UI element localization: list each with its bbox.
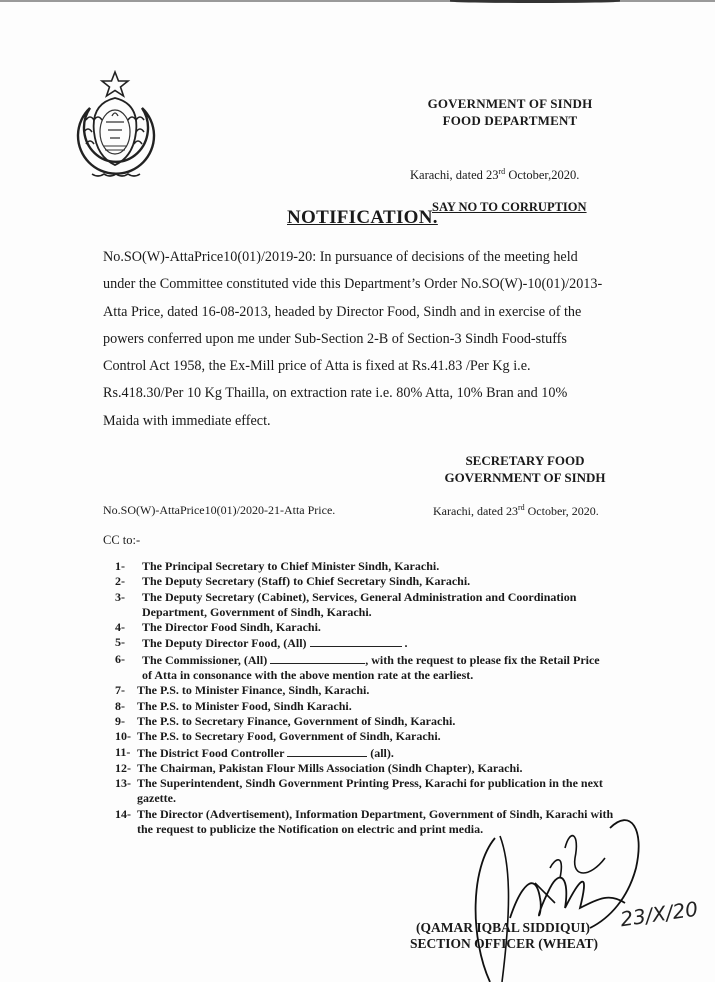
cc-item: [115, 635, 695, 651]
cc-item: [115, 683, 695, 698]
cc-item: [115, 745, 695, 761]
body-line: Maida with immediate effect.: [103, 412, 271, 429]
signatory-line: GOVERNMENT OF SINDH: [444, 470, 606, 485]
body-line: Rs.418.30/Per 10 Kg Thailla, on extraction rate i.e. 80% Atta, 10% Bran and 10%: [103, 385, 568, 402]
blank-line: [287, 745, 367, 757]
notification-body: [103, 244, 643, 435]
officer-designation: SECTION OFFICER (WHEAT): [410, 936, 599, 951]
cc-number: 8-: [115, 698, 125, 713]
section-officer-block: [410, 920, 598, 952]
notification-title: NOTIFICATION.: [287, 207, 438, 228]
blank-line: [270, 652, 365, 664]
cc-item: [115, 714, 695, 729]
date-text: October,2020.: [505, 168, 580, 183]
cc-text: The P.S. to Minister Finance, Sindh, Karachi.: [137, 683, 370, 698]
endorsement-date: [433, 503, 599, 519]
signatory-line: SECRETARY FOOD: [465, 453, 585, 468]
cc-text: The Principal Secretary to Chief Minister Sindh, Karachi.: [142, 559, 440, 573]
cc-text: [142, 590, 695, 621]
cc-text: [137, 776, 695, 807]
date-text: Karachi, dated 23: [433, 504, 518, 518]
cc-number: 11-: [115, 744, 131, 759]
scan-shadow: [450, 0, 620, 3]
cc-text-line: The Deputy Director Food, (All): [142, 636, 307, 651]
cc-item: [115, 807, 695, 838]
cc-number: 2-: [115, 574, 125, 589]
cc-text: The Deputy Secretary (Staff) to Chief Secretary Sindh, Karachi.: [142, 574, 471, 589]
body-line: Control Act 1958, the Ex-Mill price of Atta is fixed at Rs.41.83 /Per Kg i.e.: [103, 358, 531, 375]
header-date: [410, 167, 579, 183]
cc-text-line: The Director (Advertisement), Information Department, Government of Sindh, Karachi with: [137, 806, 614, 821]
cc-number: 10-: [115, 729, 131, 744]
cc-text-continued: the request to publicize the Notification on electric and print media.: [137, 822, 484, 837]
date-ordinal: rd: [498, 167, 506, 176]
cc-text-continued: of Atta in consonance with the above mention rate at the earliest.: [142, 668, 474, 683]
department-header: [410, 95, 610, 129]
date-text: October, 2020.: [524, 504, 599, 518]
cc-text-continued: gazette.: [137, 791, 176, 806]
cc-item: [115, 620, 695, 635]
body-line: No.SO(W)-AttaPrice10(01)/2019-20: In pursuance of decisions of the meeting held: [103, 249, 578, 265]
body-line: under the Committee constituted vide this Department’s Order No.SO(W)-10(01)/2013-: [103, 276, 603, 293]
cc-text: The P.S. to Minister Food, Sindh Karachi.: [137, 698, 352, 713]
cc-text: [142, 635, 695, 651]
body-line: powers conferred upon me under Sub-Section 2-B of Section-3 Sindh Food-stuffs: [103, 330, 567, 347]
date-ordinal: rd: [517, 503, 525, 512]
slogan: SAY NO TO CORRUPTION: [432, 200, 587, 214]
cc-item: [115, 590, 695, 621]
signatory-block: [425, 452, 625, 486]
cc-number: 9-: [115, 713, 125, 728]
cc-number: 6-: [115, 651, 125, 666]
date-text: Karachi, dated 23: [410, 168, 499, 183]
header-line: GOVERNMENT OF SINDH: [427, 96, 593, 111]
cc-text: [137, 807, 695, 838]
cc-number: 5-: [115, 635, 125, 650]
cc-item: [115, 729, 695, 744]
sindh-emblem-icon: [70, 70, 160, 195]
cc-text: The P.S. to Secretary Food, Government of Sindh, Karachi.: [137, 729, 441, 744]
cc-item: [115, 776, 695, 807]
cc-list: [115, 559, 695, 837]
cc-item: [115, 761, 695, 776]
cc-text: The P.S. to Secretary Finance, Government of Sindh, Karachi.: [137, 713, 456, 728]
cc-text-after: .: [401, 636, 408, 651]
cc-number: 13-: [115, 776, 131, 791]
cc-text-continued: Department, Government of Sindh, Karachi.: [142, 604, 372, 619]
cc-item: [115, 574, 695, 589]
cc-number: 7-: [115, 683, 125, 698]
endorsement-reference: No.SO(W)-AttaPrice10(01)/2020-21-Atta Price.: [103, 503, 336, 517]
body-line: Atta Price, dated 16-08-2013, headed by Director Food, Sindh and in exercise of the: [103, 303, 582, 320]
cc-text-after: , with the request to please fix the Retail Price: [365, 652, 600, 667]
cc-item: [115, 559, 695, 574]
cc-text: The Chairman, Pakistan Flour Mills Association (Sindh Chapter), Karachi.: [137, 760, 523, 775]
cc-number: 14-: [115, 806, 131, 821]
cc-text: The Director Food Sindh, Karachi.: [142, 620, 321, 635]
cc-text-after: (all).: [367, 745, 394, 760]
cc-text-line: The Commissioner, (All): [142, 652, 268, 667]
header-line: FOOD DEPARTMENT: [442, 113, 578, 128]
officer-name: (QAMAR IQBAL SIDDIQUI): [416, 920, 591, 935]
cc-item: [115, 699, 695, 714]
cc-text: [142, 652, 695, 684]
handwritten-date: 23/X/20: [618, 896, 700, 932]
cc-number: 4-: [115, 620, 125, 635]
cc-text-line: The District Food Controller: [137, 745, 285, 760]
cc-text-line: The Superintendent, Sindh Government Printing Press, Karachi for publication in the next: [137, 776, 603, 791]
cc-label: CC to:-: [103, 533, 141, 547]
cc-text: [137, 745, 695, 761]
blank-line: [310, 635, 402, 647]
cc-number: 1-: [115, 559, 125, 573]
cc-text-line: The Deputy Secretary (Cabinet), Services, General Administration and Coordination: [142, 589, 577, 604]
cc-item: [115, 652, 695, 684]
cc-number: 12-: [115, 760, 131, 775]
cc-number: 3-: [115, 589, 125, 604]
